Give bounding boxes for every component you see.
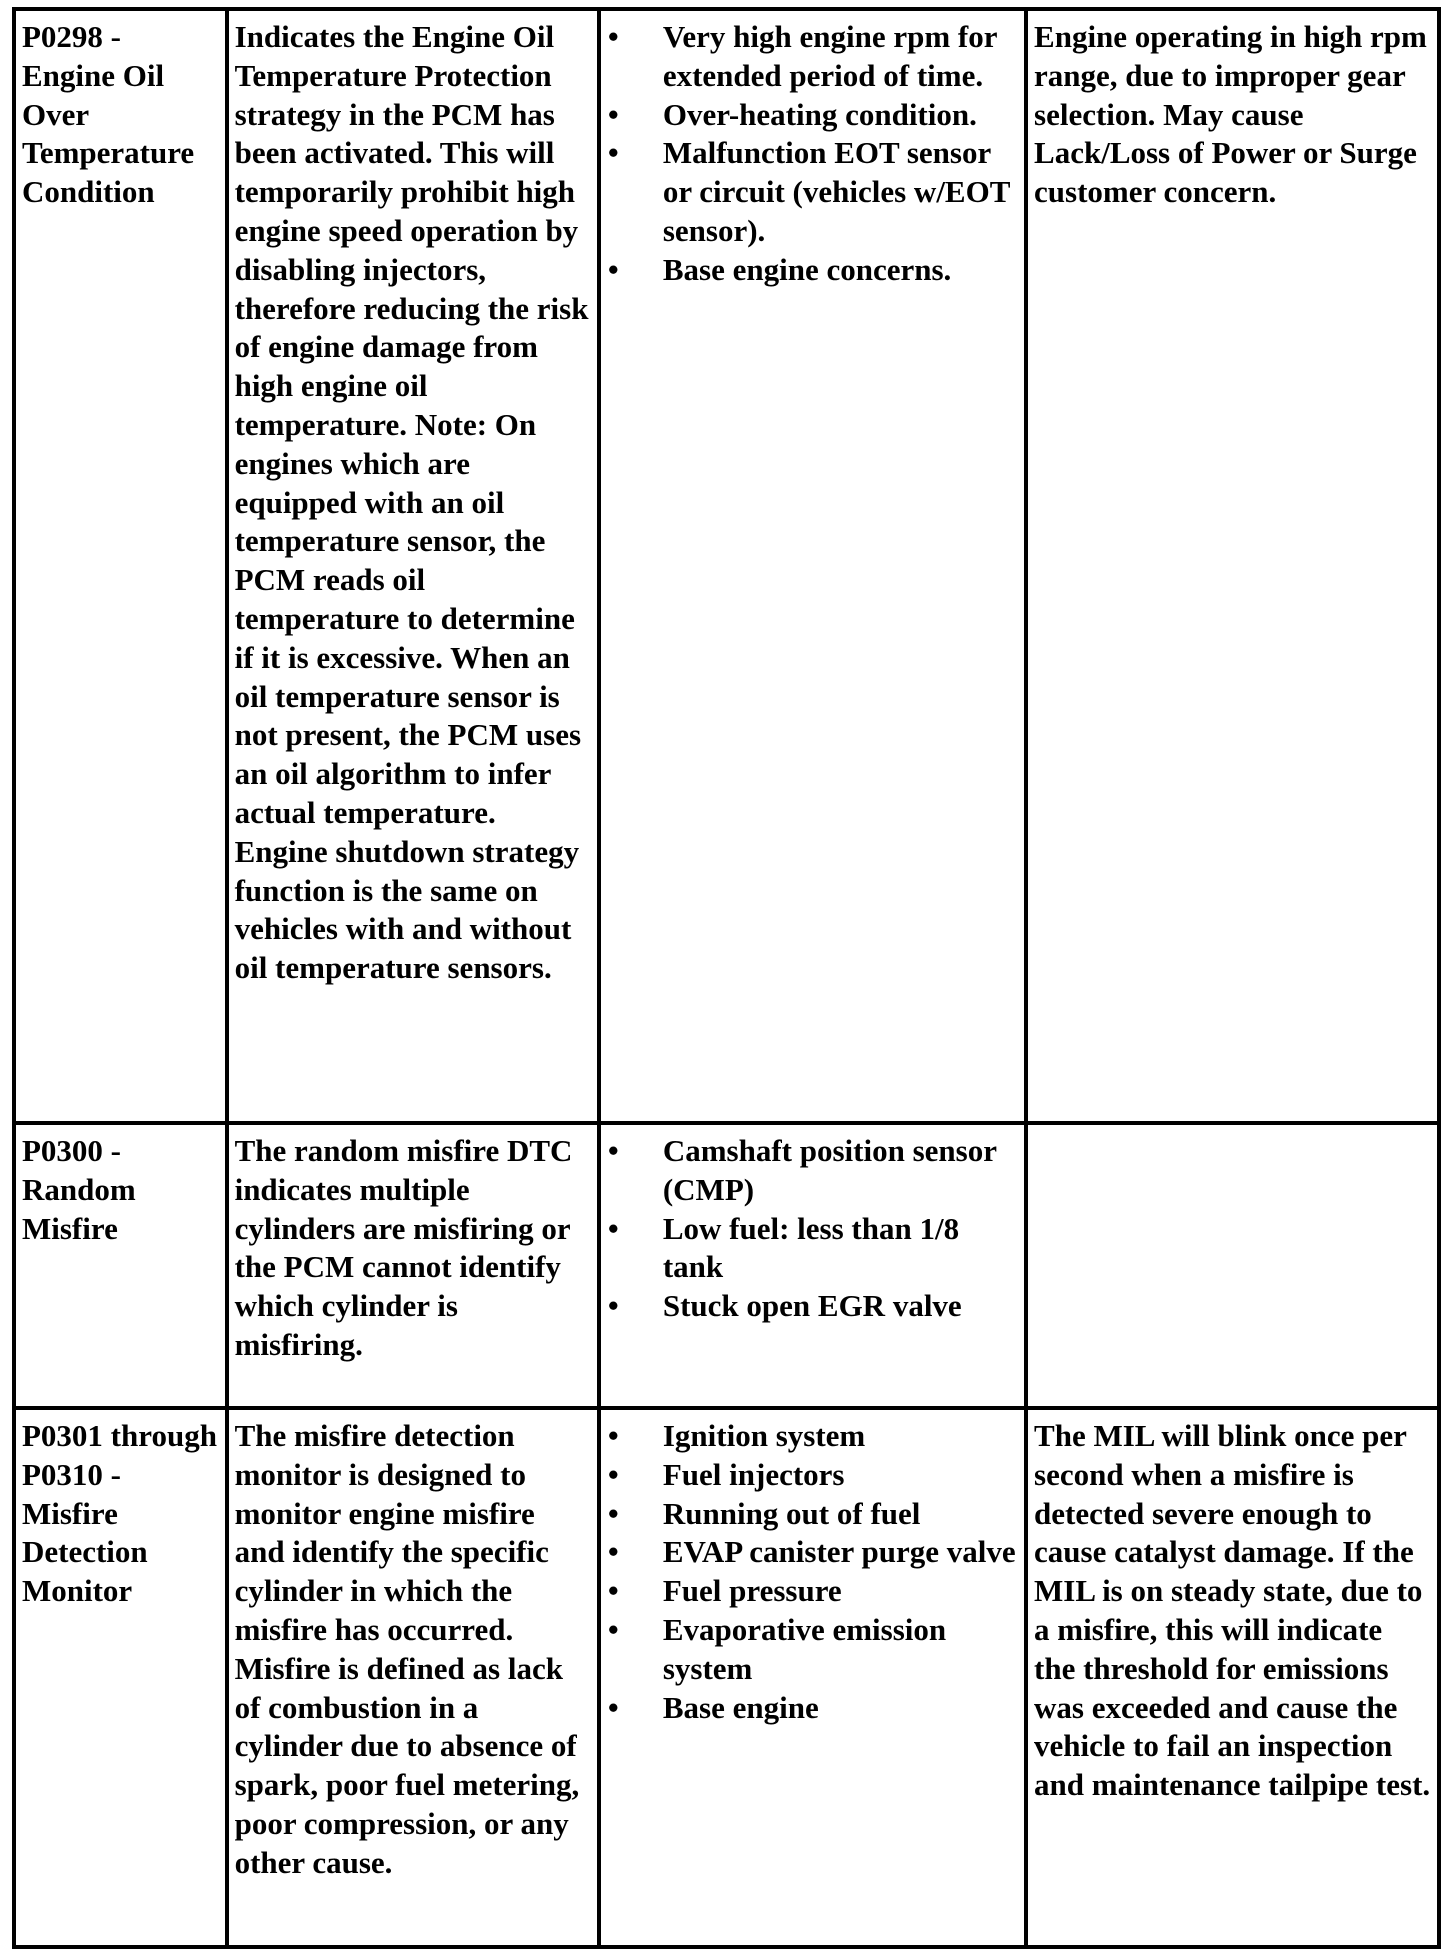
dtc-notes: The MIL will blink once per second when a misfire is detected severe enough to cause catalyst damage. If the MIL is on steady state, due to a misfire, this will indicate the threshold for emissions was exceeded and cause the vehicle to fail an inspection and maintenance tailpipe test.	[1034, 1418, 1431, 1803]
dtc-causes-cell	[599, 1123, 1026, 1408]
list-item: • Evaporative emission system	[607, 1611, 1018, 1689]
table-row	[14, 1408, 1439, 1947]
dtc-notes-cell	[1026, 1408, 1439, 1947]
dtc-notes: Engine operating in high rpm range, due to improper gear selection. May cause Lack/Loss of Power or Surge customer concern.	[1034, 19, 1427, 210]
list-item: • Base engine	[607, 1689, 1018, 1728]
list-item: • Fuel pressure	[607, 1572, 1018, 1611]
table-row	[14, 1123, 1439, 1408]
dtc-description: Indicates the Engine Oil Temperature Protection strategy in the PCM has been activated. This will temporarily prohibit high engine speed operation by disabling injectors, therefore reducing the risk of engine damage from high engine oil temperature. Note: On engines which are equipped with an oil temperature sensor, the PCM reads oil temperature to determine if it is excessive. When an oil temperature sensor is not present, the PCM uses an oil algorithm to infer actual temperature. Engine shutdown strategy function is the same on vehicles with and without oil temperature sensors.	[234, 19, 589, 986]
causes-list	[607, 18, 1018, 290]
list-item: • Over-heating condition.	[607, 96, 1018, 135]
dtc-code: P0300 - Random Misfire	[22, 1133, 136, 1246]
dtc-code-cell	[14, 1123, 227, 1408]
list-item: • Malfunction EOT sensor or circuit (vehicles w/EOT sensor).	[607, 134, 1018, 250]
causes-list	[607, 1132, 1018, 1326]
table-row	[14, 9, 1439, 1123]
list-item: • Fuel injectors	[607, 1456, 1018, 1495]
list-item: • Camshaft position sensor (CMP)	[607, 1132, 1018, 1210]
dtc-notes-cell	[1026, 1123, 1439, 1408]
dtc-description-cell	[227, 1123, 599, 1408]
dtc-code: P0301 through P0310 - Misfire Detection Monitor	[22, 1418, 217, 1609]
list-item: • Stuck open EGR valve	[607, 1287, 1018, 1326]
dtc-causes-cell	[599, 9, 1026, 1123]
dtc-description: The random misfire DTC indicates multiple cylinders are misfiring or the PCM cannot identify which cylinder is misfiring.	[234, 1133, 573, 1362]
causes-list	[607, 1417, 1018, 1727]
dtc-code: P0298 - Engine Oil Over Temperature Condition	[22, 19, 195, 210]
list-item: • Very high engine rpm for extended period of time.	[607, 18, 1018, 96]
dtc-code-cell	[14, 9, 227, 1123]
dtc-table	[12, 7, 1441, 1949]
list-item: • EVAP canister purge valve	[607, 1533, 1018, 1572]
dtc-notes-cell	[1026, 9, 1439, 1123]
list-item: • Base engine concerns.	[607, 251, 1018, 290]
dtc-causes-cell	[599, 1408, 1026, 1947]
list-item: • Ignition system	[607, 1417, 1018, 1456]
dtc-description-cell	[227, 1408, 599, 1947]
dtc-description: The misfire detection monitor is designed to monitor engine misfire and identify the specific cylinder in which the misfire has occurred. Misfire is defined as lack of combustion in a cylinder due to absence of spark, poor fuel metering, poor compression, or any other cause.	[234, 1418, 580, 1880]
list-item: • Low fuel: less than 1/8 tank	[607, 1210, 1018, 1288]
dtc-description-cell	[227, 9, 599, 1123]
dtc-code-cell	[14, 1408, 227, 1947]
list-item: • Running out of fuel	[607, 1495, 1018, 1534]
